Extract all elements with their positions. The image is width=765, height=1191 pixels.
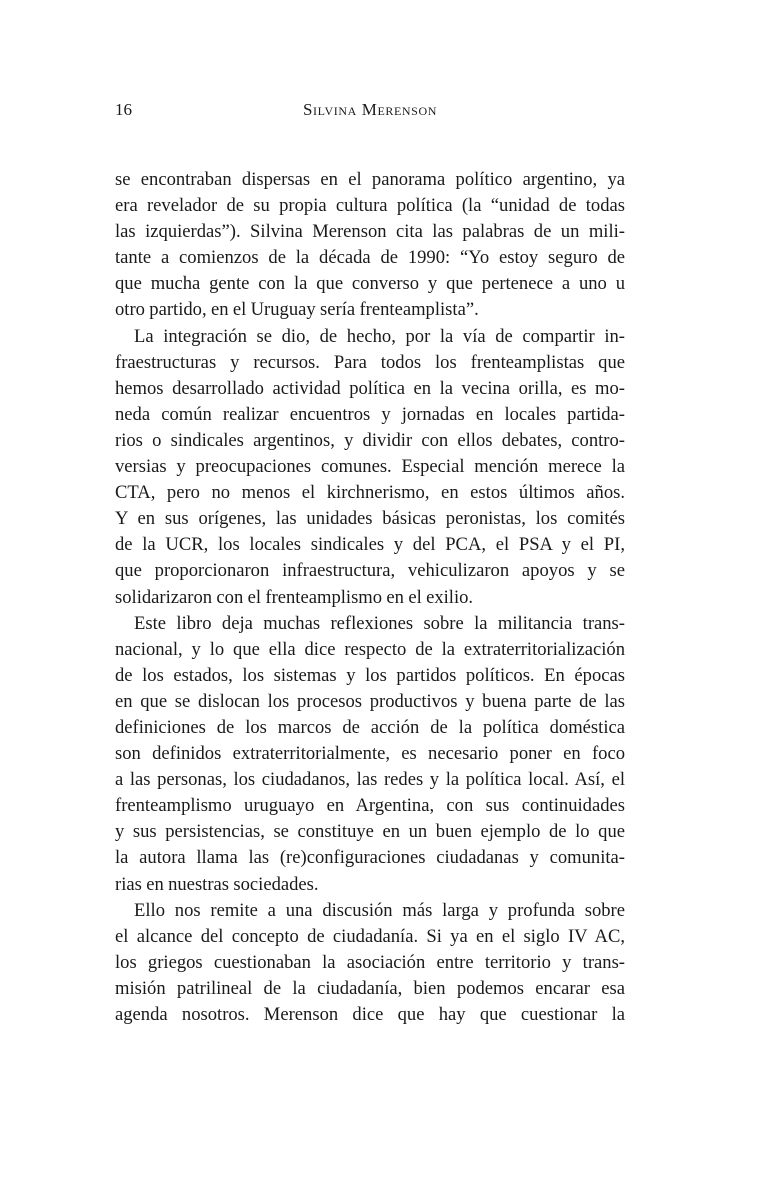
text-line: definiciones de los marcos de acción de la política doméstica <box>115 716 625 738</box>
page-header <box>115 98 625 122</box>
paragraph <box>115 324 625 611</box>
text-line: era revelador de su propia cultura política (la “unidad de todas <box>115 195 625 217</box>
text-line: Este libro deja muchas reflexiones sobre la militancia trans- <box>134 612 625 634</box>
paragraph <box>115 611 625 898</box>
text-line: La integración se dio, de hecho, por la vía de compartir in- <box>134 325 625 347</box>
paragraph <box>115 898 625 1028</box>
text-line: de los estados, los sistemas y los partidos políticos. En épocas <box>115 664 625 686</box>
text-line: a las personas, los ciudadanos, las redes y la política local. Así, el <box>115 769 625 791</box>
text-line: Ello nos remite a una discusión más larga y profunda sobre <box>134 899 625 921</box>
text-line: Y en sus orígenes, las unidades básicas peronistas, los comités <box>115 508 625 530</box>
text-line: tante a comienzos de la década de 1990: “Yo estoy seguro de <box>115 247 625 269</box>
text-line: los griegos cuestionaban la asociación entre territorio y trans- <box>115 951 625 973</box>
paragraph <box>115 167 625 324</box>
text-line: fraestructuras y recursos. Para todos los frenteamplistas que <box>115 351 625 373</box>
text-line: neda común realizar encuentros y jornadas en locales partida- <box>115 403 625 425</box>
text-line: nacional, y lo que ella dice respecto de la extraterritorialización <box>115 638 625 660</box>
text-line: rias en nuestras sociedades. <box>115 873 319 895</box>
text-line: que proporcionaron infraestructura, vehiculizaron apoyos y se <box>115 560 625 582</box>
text-line: el alcance del concepto de ciudadanía. Si ya en el siglo IV AC, <box>115 925 625 947</box>
text-line: solidarizaron con el frenteamplismo en el exilio. <box>115 586 474 608</box>
text-line: la autora llama las (re)configuraciones ciudadanas y comunita- <box>115 847 625 869</box>
body-text <box>115 167 625 1028</box>
text-line: CTA, pero no menos el kirchnerismo, en estos últimos años. <box>115 482 625 504</box>
text-line: frenteamplismo uruguayo en Argentina, con sus continuidades <box>115 795 625 817</box>
text-line: rios o sindicales argentinos, y dividir con ellos debates, contro- <box>115 429 625 451</box>
text-line: se encontraban dispersas en el panorama político argentino, ya <box>115 169 625 190</box>
page-number: 16 <box>115 100 132 119</box>
text-line: versias y preocupaciones comunes. Especial mención merece la <box>115 456 625 478</box>
text-line: misión patrilineal de la ciudadanía, bien podemos encarar esa <box>115 977 625 999</box>
text-line: agenda nosotros. Merenson dice que hay que cuestionar la <box>115 1004 625 1025</box>
text-line: hemos desarrollado actividad política en la vecina orilla, es mo- <box>115 377 625 399</box>
text-line: en que se dislocan los procesos productivos y buena parte de las <box>115 690 625 712</box>
text-line: las izquierdas”). Silvina Merenson cita las palabras de un mili- <box>115 221 625 243</box>
running-head: Silvina Merenson <box>303 100 437 119</box>
text-line: de la UCR, los locales sindicales y del PCA, el PSA y el PI, <box>115 534 625 556</box>
text-line: son definidos extraterritorialmente, es necesario poner en foco <box>115 743 625 765</box>
text-line: otro partido, en el Uruguay sería frenteamplista”. <box>115 299 479 321</box>
text-line: que mucha gente con la que converso y que pertenece a uno u <box>115 273 625 295</box>
text-line: y sus persistencias, se constituye en un buen ejemplo de lo que <box>115 821 625 843</box>
